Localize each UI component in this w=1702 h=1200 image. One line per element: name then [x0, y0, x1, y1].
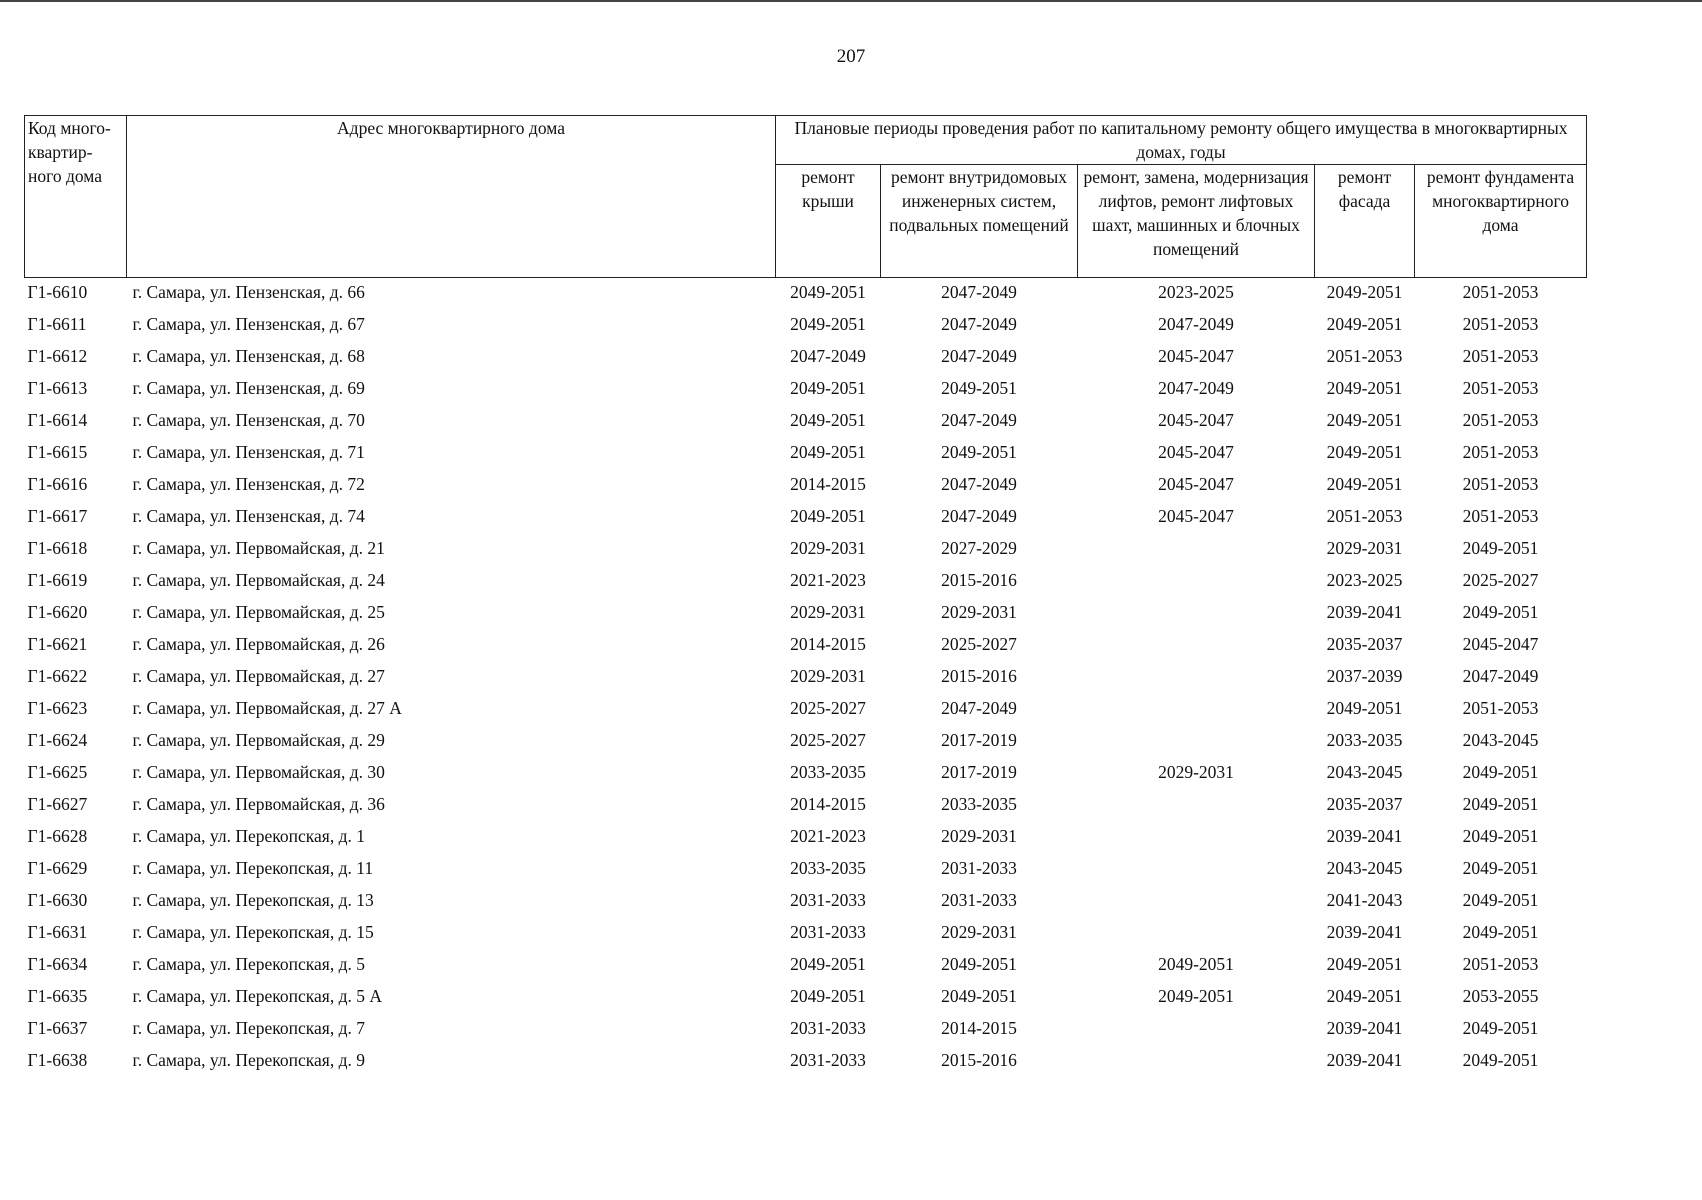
table-row — [25, 760, 1587, 792]
header-periods: Плановые периоды проведения работ по капитальному ремонту общего имущества в многоквартирных домах, годы — [776, 116, 1587, 165]
cell-foundation: 2049-2051 — [1462, 890, 1539, 910]
cell-facade: 2043-2045 — [1326, 858, 1403, 878]
cell-lifts: 2029-2031 — [1158, 762, 1234, 782]
cell-code: Г1-6612 — [27, 346, 88, 366]
cell-facade: 2049-2051 — [1326, 378, 1403, 398]
cell-foundation: 2049-2051 — [1462, 794, 1539, 814]
cell-roof: 2047-2049 — [790, 346, 866, 366]
cell-roof: 2049-2051 — [790, 282, 866, 302]
cell-lifts — [1078, 664, 1315, 696]
cell-address: г. Самара, ул. Перекопская, д. 5 А — [132, 986, 382, 1006]
cell-roof: 2029-2031 — [790, 538, 866, 558]
cell-address: г. Самара, ул. Перекопская, д. 7 — [132, 1018, 365, 1038]
cell-roof: 2021-2023 — [790, 826, 866, 846]
cell-address: г. Самара, ул. Первомайская, д. 30 — [132, 762, 385, 782]
cell-code: Г1-6622 — [27, 666, 88, 686]
cell-roof: 2014-2015 — [790, 634, 866, 654]
header-foundation: ремонт фундамента многоквартирного дома — [1415, 165, 1587, 278]
table-row — [25, 278, 1587, 313]
cell-facade: 2023-2025 — [1326, 570, 1403, 590]
cell-address: г. Самара, ул. Первомайская, д. 36 — [132, 794, 385, 814]
table-row — [25, 856, 1587, 888]
cell-code: Г1-6613 — [27, 378, 88, 398]
cell-facade: 2049-2051 — [1326, 410, 1403, 430]
cell-code: Г1-6621 — [27, 634, 88, 654]
cell-foundation: 2049-2051 — [1462, 1050, 1539, 1070]
cell-roof: 2049-2051 — [790, 378, 866, 398]
cell-code: Г1-6610 — [27, 282, 88, 302]
cell-engineering: 2047-2049 — [941, 474, 1017, 494]
cell-lifts — [1078, 696, 1315, 728]
table-row — [25, 824, 1587, 856]
cell-engineering: 2017-2019 — [941, 730, 1017, 750]
cell-code: Г1-6611 — [27, 314, 87, 334]
cell-facade: 2051-2053 — [1326, 346, 1403, 366]
cell-engineering: 2014-2015 — [941, 1018, 1017, 1038]
cell-lifts — [1078, 1016, 1315, 1048]
cell-facade: 2039-2041 — [1326, 1018, 1403, 1038]
cell-code: Г1-6629 — [27, 858, 88, 878]
cell-roof: 2049-2051 — [790, 314, 866, 334]
cell-code: Г1-6630 — [27, 890, 88, 910]
cell-engineering: 2049-2051 — [941, 954, 1017, 974]
cell-address: г. Самара, ул. Перекопская, д. 11 — [132, 858, 374, 878]
cell-foundation: 2049-2051 — [1462, 922, 1539, 942]
table-row — [25, 312, 1587, 344]
cell-roof: 2029-2031 — [790, 602, 866, 622]
cell-roof: 2014-2015 — [790, 474, 866, 494]
cell-roof: 2049-2051 — [790, 506, 866, 526]
header-engineering: ремонт внутридомовых инженерных систем, подвальных помещений — [881, 165, 1078, 278]
cell-foundation: 2025-2027 — [1462, 570, 1539, 590]
cell-code: Г1-6615 — [27, 442, 88, 462]
table-row — [25, 888, 1587, 920]
cell-address: г. Самара, ул. Первомайская, д. 26 — [132, 634, 385, 654]
header-row-top — [25, 116, 1587, 165]
cell-code: Г1-6637 — [27, 1018, 88, 1038]
cell-foundation: 2049-2051 — [1462, 858, 1539, 878]
cell-foundation: 2049-2051 — [1462, 762, 1539, 782]
cell-foundation: 2051-2053 — [1462, 282, 1539, 302]
table-row — [25, 1016, 1587, 1048]
cell-lifts — [1078, 920, 1315, 952]
cell-code: Г1-6623 — [27, 698, 88, 718]
header-lifts: ремонт, замена, модернизация лифтов, ремонт лифтовых шахт, машинных и блочных помещений — [1078, 165, 1315, 278]
cell-address: г. Самара, ул. Перекопская, д. 9 — [132, 1050, 365, 1070]
cell-facade: 2039-2041 — [1326, 602, 1403, 622]
cell-foundation: 2051-2053 — [1462, 474, 1539, 494]
table-row — [25, 728, 1587, 760]
cell-roof: 2031-2033 — [790, 922, 866, 942]
header-code: Код много-квартир-ного дома — [25, 116, 127, 278]
cell-code: Г1-6634 — [27, 954, 88, 974]
cell-address: г. Самара, ул. Пензенская, д. 74 — [132, 506, 365, 526]
cell-roof: 2029-2031 — [790, 666, 866, 686]
cell-roof: 2031-2033 — [790, 1050, 866, 1070]
cell-foundation: 2051-2053 — [1462, 410, 1539, 430]
cell-roof: 2033-2035 — [790, 858, 866, 878]
table-row — [25, 504, 1587, 536]
table-row — [25, 344, 1587, 376]
cell-foundation: 2051-2053 — [1462, 378, 1539, 398]
cell-address: г. Самара, ул. Перекопская, д. 15 — [132, 922, 374, 942]
table-row — [25, 984, 1587, 1016]
cell-engineering: 2029-2031 — [941, 602, 1017, 622]
cell-facade: 2033-2035 — [1326, 730, 1403, 750]
cell-facade: 2043-2045 — [1326, 762, 1403, 782]
cell-address: г. Самара, ул. Пензенская, д. 69 — [132, 378, 365, 398]
cell-engineering: 2017-2019 — [941, 762, 1017, 782]
cell-lifts: 2047-2049 — [1158, 314, 1234, 334]
cell-engineering: 2047-2049 — [941, 346, 1017, 366]
cell-foundation: 2051-2053 — [1462, 314, 1539, 334]
cell-engineering: 2015-2016 — [941, 570, 1017, 590]
cell-address: г. Самара, ул. Перекопская, д. 13 — [132, 890, 374, 910]
cell-engineering: 2027-2029 — [941, 538, 1017, 558]
cell-lifts — [1078, 824, 1315, 856]
cell-code: Г1-6627 — [27, 794, 88, 814]
cell-engineering: 2047-2049 — [941, 314, 1017, 334]
cell-engineering: 2047-2049 — [941, 410, 1017, 430]
cell-foundation: 2049-2051 — [1462, 602, 1539, 622]
cell-address: г. Самара, ул. Пензенская, д. 70 — [132, 410, 365, 430]
cell-address: г. Самара, ул. Пензенская, д. 66 — [132, 282, 365, 302]
cell-lifts — [1078, 600, 1315, 632]
cell-lifts: 2045-2047 — [1158, 474, 1234, 494]
cell-roof: 2031-2033 — [790, 1018, 866, 1038]
cell-address: г. Самара, ул. Первомайская, д. 24 — [132, 570, 385, 590]
cell-roof: 2049-2051 — [790, 442, 866, 462]
cell-code: Г1-6616 — [27, 474, 88, 494]
cell-address: г. Самара, ул. Пензенская, д. 68 — [132, 346, 365, 366]
cell-engineering: 2015-2016 — [941, 1050, 1017, 1070]
cell-lifts — [1078, 856, 1315, 888]
cell-code: Г1-6631 — [27, 922, 88, 942]
cell-facade: 2051-2053 — [1326, 506, 1403, 526]
cell-lifts: 2045-2047 — [1158, 410, 1234, 430]
table-row — [25, 440, 1587, 472]
cell-lifts: 2045-2047 — [1158, 346, 1234, 366]
cell-facade: 2039-2041 — [1326, 826, 1403, 846]
cell-engineering: 2031-2033 — [941, 858, 1017, 878]
cell-roof: 2049-2051 — [790, 954, 866, 974]
cell-engineering: 2029-2031 — [941, 826, 1017, 846]
cell-facade: 2041-2043 — [1326, 890, 1403, 910]
cell-lifts: 2045-2047 — [1158, 506, 1234, 526]
table-row — [25, 1048, 1587, 1080]
cell-engineering: 2031-2033 — [941, 890, 1017, 910]
cell-foundation: 2047-2049 — [1462, 666, 1539, 686]
cell-foundation: 2049-2051 — [1462, 538, 1539, 558]
cell-facade: 2049-2051 — [1326, 986, 1403, 1006]
cell-lifts — [1078, 1048, 1315, 1080]
table-row — [25, 920, 1587, 952]
cell-facade: 2035-2037 — [1326, 634, 1403, 654]
table-row — [25, 952, 1587, 984]
cell-facade: 2039-2041 — [1326, 922, 1403, 942]
cell-facade: 2049-2051 — [1326, 442, 1403, 462]
cell-foundation: 2049-2051 — [1462, 826, 1539, 846]
cell-lifts: 2049-2051 — [1158, 986, 1234, 1006]
cell-facade: 2049-2051 — [1326, 282, 1403, 302]
cell-address: г. Самара, ул. Первомайская, д. 27 А — [132, 698, 402, 718]
cell-facade: 2049-2051 — [1326, 314, 1403, 334]
cell-foundation: 2051-2053 — [1462, 506, 1539, 526]
cell-engineering: 2029-2031 — [941, 922, 1017, 942]
cell-roof: 2025-2027 — [790, 698, 866, 718]
cell-lifts — [1078, 888, 1315, 920]
cell-address: г. Самара, ул. Первомайская, д. 29 — [132, 730, 385, 750]
cell-code: Г1-6635 — [27, 986, 88, 1006]
cell-facade: 2049-2051 — [1326, 698, 1403, 718]
cell-lifts: 2023-2025 — [1158, 282, 1234, 302]
cell-engineering: 2025-2027 — [941, 634, 1017, 654]
cell-engineering: 2047-2049 — [941, 282, 1017, 302]
cell-foundation: 2043-2045 — [1462, 730, 1539, 750]
cell-roof: 2049-2051 — [790, 986, 866, 1006]
cell-foundation: 2051-2053 — [1462, 698, 1539, 718]
cell-engineering: 2015-2016 — [941, 666, 1017, 686]
cell-roof: 2021-2023 — [790, 570, 866, 590]
cell-code: Г1-6619 — [27, 570, 88, 590]
table-row — [25, 408, 1587, 440]
cell-code: Г1-6628 — [27, 826, 88, 846]
cell-engineering: 2047-2049 — [941, 506, 1017, 526]
table-body — [25, 278, 1587, 1081]
cell-lifts: 2047-2049 — [1158, 378, 1234, 398]
page-number: 207 — [836, 46, 866, 67]
cell-foundation: 2051-2053 — [1462, 954, 1539, 974]
cell-address: г. Самара, ул. Первомайская, д. 27 — [132, 666, 385, 686]
cell-engineering: 2049-2051 — [941, 986, 1017, 1006]
cell-foundation: 2049-2051 — [1462, 1018, 1539, 1038]
cell-lifts — [1078, 632, 1315, 664]
cell-engineering: 2047-2049 — [941, 698, 1017, 718]
cell-roof: 2049-2051 — [790, 410, 866, 430]
table-row — [25, 472, 1587, 504]
cell-foundation: 2051-2053 — [1462, 442, 1539, 462]
cell-address: г. Самара, ул. Перекопская, д. 5 — [132, 954, 365, 974]
cell-roof: 2031-2033 — [790, 890, 866, 910]
table-row — [25, 632, 1587, 664]
cell-code: Г1-6625 — [27, 762, 88, 782]
cell-code: Г1-6614 — [27, 410, 88, 430]
cell-code: Г1-6638 — [27, 1050, 88, 1070]
cell-engineering: 2049-2051 — [941, 378, 1017, 398]
cell-address: г. Самара, ул. Первомайская, д. 21 — [132, 538, 385, 558]
cell-code: Г1-6620 — [27, 602, 88, 622]
cell-address: г. Самара, ул. Перекопская, д. 1 — [132, 826, 365, 846]
cell-code: Г1-6618 — [27, 538, 88, 558]
cell-lifts — [1078, 728, 1315, 760]
cell-facade: 2039-2041 — [1326, 1050, 1403, 1070]
cell-facade: 2037-2039 — [1326, 666, 1403, 686]
table-row — [25, 696, 1587, 728]
cell-code: Г1-6617 — [27, 506, 88, 526]
cell-address: г. Самара, ул. Пензенская, д. 67 — [132, 314, 365, 334]
repair-schedule-table — [24, 115, 1587, 1080]
cell-lifts — [1078, 792, 1315, 824]
table-row — [25, 376, 1587, 408]
cell-lifts — [1078, 568, 1315, 600]
cell-code: Г1-6624 — [27, 730, 88, 750]
table-row — [25, 600, 1587, 632]
cell-address: г. Самара, ул. Пензенская, д. 72 — [132, 474, 365, 494]
cell-roof: 2025-2027 — [790, 730, 866, 750]
header-roof: ремонт крыши — [776, 165, 881, 278]
table-row — [25, 568, 1587, 600]
cell-foundation: 2045-2047 — [1462, 634, 1539, 654]
cell-roof: 2033-2035 — [790, 762, 866, 782]
cell-address: г. Самара, ул. Первомайская, д. 25 — [132, 602, 385, 622]
table-row — [25, 536, 1587, 568]
table-row — [25, 792, 1587, 824]
cell-roof: 2014-2015 — [790, 794, 866, 814]
cell-foundation: 2051-2053 — [1462, 346, 1539, 366]
table-row — [25, 664, 1587, 696]
header-address: Адрес многоквартирного дома — [127, 116, 776, 278]
cell-foundation: 2053-2055 — [1462, 986, 1539, 1006]
scan-top-edge — [0, 0, 1702, 2]
cell-lifts — [1078, 536, 1315, 568]
cell-lifts: 2045-2047 — [1158, 442, 1234, 462]
cell-facade: 2049-2051 — [1326, 954, 1403, 974]
cell-facade: 2029-2031 — [1326, 538, 1403, 558]
cell-lifts: 2049-2051 — [1158, 954, 1234, 974]
cell-engineering: 2049-2051 — [941, 442, 1017, 462]
cell-address: г. Самара, ул. Пензенская, д. 71 — [132, 442, 365, 462]
cell-facade: 2035-2037 — [1326, 794, 1403, 814]
cell-facade: 2049-2051 — [1326, 474, 1403, 494]
cell-engineering: 2033-2035 — [941, 794, 1017, 814]
header-facade: ремонт фасада — [1315, 165, 1415, 278]
